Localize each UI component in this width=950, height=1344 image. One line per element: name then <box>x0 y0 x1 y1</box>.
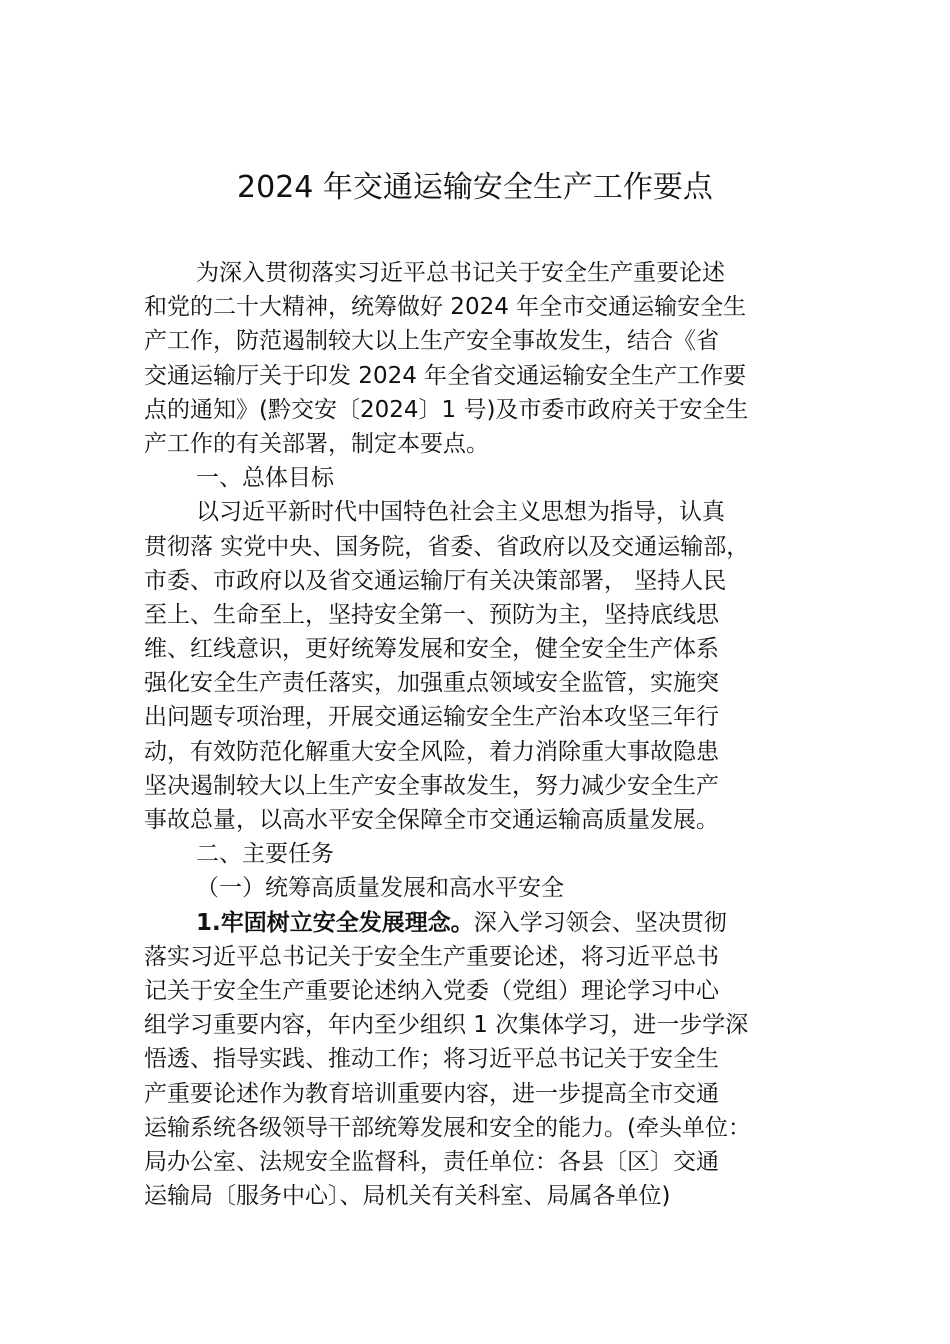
paragraph-line <box>144 598 834 632</box>
paragraph-line <box>144 871 834 905</box>
paragraph-line <box>144 735 834 769</box>
paragraph-line <box>144 1111 834 1145</box>
paragraph-line <box>144 1077 834 1111</box>
paragraph-line <box>144 906 834 940</box>
item-heading: 1.牢固树立安全发展理念。 <box>196 909 474 936</box>
document-body <box>144 256 834 1213</box>
line-text: 深入学习领会、坚决贯彻 <box>473 909 727 936</box>
line-text: 悟透、指导实践、推动工作；将习近平总书记关于安全生 <box>144 1046 719 1073</box>
line-text: 强化安全生产责任落实，加强重点领域安全监管，实施突 <box>144 670 719 697</box>
line-text: 和党的二十大精神，统筹做好 2024 年全市交通运输安全生 <box>144 294 747 321</box>
paragraph-line <box>144 1145 834 1179</box>
paragraph-line <box>144 837 834 871</box>
line-text: 事故总量，以高水平安全保障全市交通运输高质量发展。 <box>144 807 719 833</box>
line-text: 为深入贯彻落实习近平总书记关于安全生产重要论述 <box>196 260 725 286</box>
paragraph-line <box>144 495 834 529</box>
line-text: 维、红线意识，更好统筹发展和安全，健全安全生产体系 <box>144 636 719 663</box>
line-text: 交通运输厅关于印发 2024 年全省交通运输安全生产工作要 <box>144 362 747 389</box>
line-text: 产工作的有关部署，制定本要点。 <box>144 430 489 457</box>
line-text: 坚决遏制较大以上生产安全事故发生，努力减少安全生产 <box>144 772 719 799</box>
line-text: 记关于安全生产重要论述纳入党委（党组）理论学习中心 <box>144 977 719 1004</box>
line-text: 点的通知》(黔交安〔2024〕1 号)及市委市政府关于安全生 <box>144 396 749 423</box>
paragraph-line <box>144 769 834 803</box>
paragraph-line <box>144 461 834 495</box>
line-text: 贯彻落 实党中央、国务院，省委、省政府以及交通运输部， <box>144 533 750 560</box>
paragraph-line <box>144 940 834 974</box>
line-text: 运输局〔服务中心〕、局机关有关科室、局属各单位) <box>144 1183 671 1210</box>
line-text: 落实习近平总书记关于安全生产重要论述，将习近平总书 <box>144 943 719 970</box>
document-title: 2024 年交通运输安全生产工作要点 <box>237 170 713 205</box>
paragraph-line <box>144 564 834 598</box>
line-text: 局办公室、法规安全监督科，责任单位：各县〔区〕交通 <box>144 1148 719 1175</box>
paragraph-line <box>144 427 834 461</box>
paragraph-line <box>144 393 834 427</box>
line-text: 运输系统各级领导干部统筹发展和安全的能力。(牵头单位： <box>144 1114 751 1141</box>
paragraph-line <box>144 256 834 290</box>
line-text: 一、总体目标 <box>196 465 334 492</box>
paragraph-line <box>144 666 834 700</box>
line-text: 产重要论述作为教育培训重要内容，进一步提高全市交通 <box>144 1080 719 1107</box>
line-text: （一）统筹高质量发展和高水平安全 <box>196 875 564 902</box>
paragraph-line <box>144 1008 834 1042</box>
paragraph-line <box>144 803 834 837</box>
paragraph-line <box>144 700 834 734</box>
line-text: 二、主要任务 <box>196 841 334 868</box>
paragraph-line <box>144 359 834 393</box>
line-text: 出问题专项治理，开展交通运输安全生产治本攻坚三年行 <box>144 704 719 731</box>
paragraph-line <box>144 290 834 324</box>
paragraph-line <box>144 1042 834 1076</box>
line-text: 组学习重要内容，年内至少组织 1 次集体学习，进一步学深 <box>144 1012 749 1039</box>
paragraph-line <box>144 632 834 666</box>
line-text: 市委、市政府以及省交通运输厅有关决策部署， 坚持人民 <box>144 567 727 594</box>
paragraph-line <box>144 324 834 358</box>
line-text: 产工作，防范遏制较大以上生产安全事故发生，结合《省 <box>144 328 719 355</box>
paragraph-line <box>144 530 834 564</box>
line-text: 至上、生命至上，坚持安全第一、预防为主，坚持底线思 <box>144 601 719 628</box>
paragraph-line <box>144 1179 834 1213</box>
line-text: 动，有效防范化解重大安全风险，着力消除重大事故隐患 <box>144 738 719 765</box>
line-text: 以习近平新时代中国特色社会主义思想为指导，认真 <box>196 499 725 526</box>
paragraph-line <box>144 974 834 1008</box>
